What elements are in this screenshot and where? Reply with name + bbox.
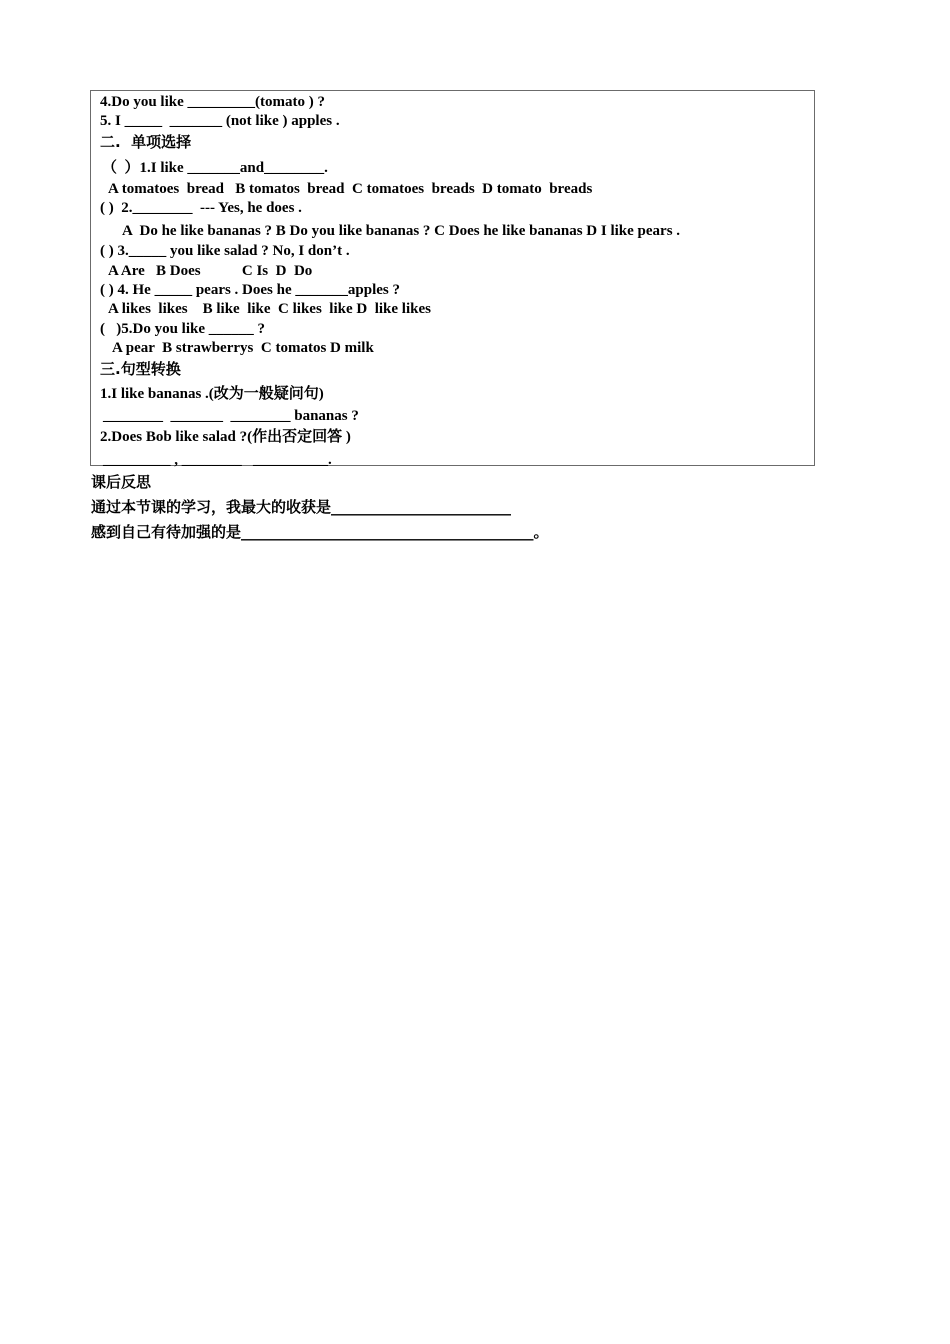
reflection-improve: 感到自己有待加强的是_______________________________________。: [91, 523, 549, 541]
mc-options-4: A likes likes B like like C likes like D like likes: [108, 301, 431, 317]
mc-question-3: ( ) 3._____ you like salad ? No, I don’t .: [100, 243, 350, 259]
transform-prompt-1: 1.I like bananas .(改为一般疑问句): [100, 386, 324, 402]
mc-options-1: A tomatoes bread B tomatos bread C tomatoes breads D tomato breads: [108, 181, 593, 197]
transform-prompt-2: 2.Does Bob like salad ?(作出否定回答 ): [100, 429, 351, 445]
question-4: 4.Do you like _________(tomato ) ?: [100, 94, 325, 110]
mc-options-3: A Are B Does C Is D Do: [108, 263, 313, 279]
question-5: 5. I _____ _______ (not like ) apples .: [100, 113, 340, 129]
reflection-heading: 课后反思: [91, 473, 152, 491]
mc-question-2: ( ) 2.________ --- Yes, he does .: [100, 200, 302, 216]
mc-question-4: ( ) 4. He _____ pears . Does he _______apples ?: [100, 282, 400, 298]
transform-answer-2: _________ , ________ __________.: [103, 452, 332, 468]
section2-heading: 二. 单项选择: [100, 133, 192, 151]
section3-heading: 三.句型转换: [100, 360, 181, 378]
transform-answer-1: ________ _______ ________ bananas ?: [103, 408, 359, 424]
mc-options-5: A pear B strawberrys C tomatos D milk: [112, 340, 374, 356]
mc-options-2: A Do he like bananas ? B Do you like bananas ? C Does he like bananas D I like pears .: [122, 223, 681, 239]
mc-question-1: （ ）1.I like _______and________.: [102, 160, 328, 176]
mc-question-5: ( )5.Do you like ______ ?: [100, 321, 265, 337]
reflection-gain: 通过本节课的学习，我最大的收获是________________________: [91, 498, 512, 516]
